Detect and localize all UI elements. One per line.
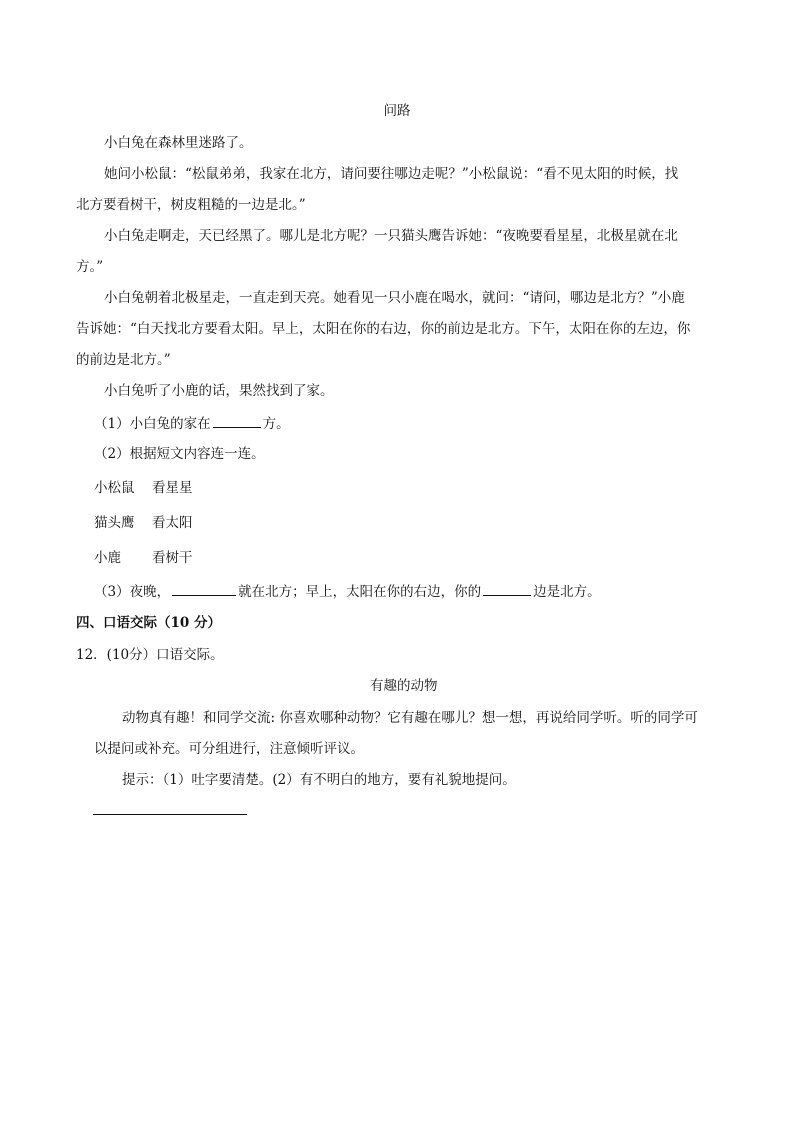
answer-blank-2[interactable]: [172, 581, 236, 596]
match-right-item[interactable]: 看太阳: [152, 515, 193, 531]
section-4-heading: 四、口语交际（10 分）: [76, 615, 221, 631]
question-1-suffix: 方。: [262, 416, 290, 432]
section-4-body-line-2: 以提问或补充。可分组进行，注意倾听评议。: [94, 741, 364, 757]
paragraph-4-line-2: 告诉她：“白天找北方要看太阳。早上，太阳在你的右边，你的前边是北方。下午，太阳在你的左边，你: [76, 321, 691, 337]
paragraph-2-line-2: 北方要看树干，树皮粗糙的一边是北。”: [76, 197, 306, 213]
answer-blank-1[interactable]: [213, 413, 261, 428]
paragraph-1: 小白兔在森林里迷路了。: [104, 135, 253, 151]
match-right-item[interactable]: 看星星: [152, 480, 193, 496]
paragraph-2-line-1: 她问小松鼠：“松鼠弟弟，我家在北方，请问要往哪边走呢？”小松鼠说：“看不见太阳的时候，找: [104, 166, 679, 182]
paragraph-5: 小白兔听了小鹿的话，果然找到了家。: [104, 383, 334, 399]
answer-blank-3[interactable]: [483, 581, 531, 596]
answer-line[interactable]: [93, 814, 247, 815]
section-4-hint: 提示：（1）吐字要清楚。(2）有不明白的地方，要有礼貌地提问。: [122, 772, 516, 788]
match-left-item[interactable]: 猫头鹰: [94, 515, 135, 531]
question-2: （2）根据短文内容连一连。: [94, 446, 265, 462]
question-3-middle: 就在北方；早上，太阳在你的右边，你的: [238, 584, 482, 600]
section-4-subtitle: 有趣的动物: [370, 678, 438, 694]
match-left-item[interactable]: 小松鼠: [94, 480, 135, 496]
question-3-prefix: （3）夜晚，: [94, 584, 171, 600]
reading-title: 问路: [383, 103, 411, 119]
match-right-item[interactable]: 看树干: [152, 550, 193, 566]
match-left-item[interactable]: 小鹿: [94, 550, 121, 566]
paragraph-4-line-3: 的前边是北方。”: [76, 352, 171, 368]
question-3: [94, 581, 601, 602]
paragraph-3-line-1: 小白兔走啊走，天已经黑了。哪儿是北方呢？一只猫头鹰告诉她：“夜晚要看星星，北极星就在北: [104, 228, 678, 244]
section-4-body-line-1: 动物真有趣！和同学交流: 你喜欢哪种动物？它有趣在哪儿？想一想，再说给同学听。听的同学可: [122, 710, 698, 726]
question-1: [94, 413, 290, 434]
question-1-prefix: （1）小白兔的家在: [94, 416, 211, 432]
question-12: 12．(10分）口语交际。: [76, 647, 224, 663]
question-3-suffix: 边是北方。: [533, 584, 601, 600]
paragraph-3-line-2: 方。”: [76, 259, 104, 275]
paragraph-4-line-1: 小白兔朝着北极星走，一直走到天亮。她看见一只小鹿在喝水，就问：“请问，哪边是北方？”小鹿: [104, 290, 685, 306]
